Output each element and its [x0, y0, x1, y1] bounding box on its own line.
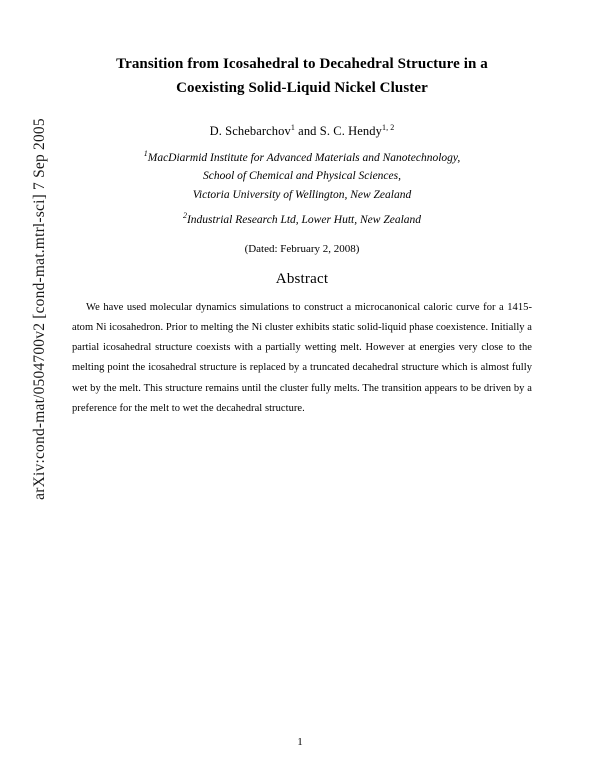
affiliation-1-line-2: School of Chemical and Physical Sciences, — [202, 170, 401, 183]
affiliation-2 — [72, 210, 532, 229]
date-line: (Dated: February 2, 2008) — [244, 242, 360, 255]
affiliation-1-line-1 — [72, 148, 532, 167]
title-line-1: Transition from Icosahedral to Decahedral Structure in a — [116, 56, 488, 72]
affiliation-2-text-1: Industrial Research Ltd, Lower Hutt, New Zealand — [186, 214, 422, 227]
author-conjunction: and — [294, 123, 320, 138]
author-affiliation-marker-1: 1 — [290, 122, 295, 132]
author-name-2: S. C. Hendy — [319, 123, 382, 138]
affiliation-1-text-1: MacDiarmid Institute for Advanced Materials and Nanotechnology, — [147, 151, 461, 164]
page-title — [72, 52, 532, 101]
affiliation-1-marker: 1 — [143, 148, 148, 158]
paper-content — [72, 52, 532, 419]
author-affiliation-marker-2: 1, 2 — [381, 122, 395, 132]
affiliation-2-line-1 — [72, 210, 532, 229]
affiliation-1-line-3: Victoria University of Wellington, New Zealand — [192, 188, 412, 201]
arxiv-identifier-stamp: arXiv:cond-mat/0504700v2 [cond-mat.mtrl-sci] 7 Sep 2005 — [31, 118, 48, 500]
abstract-heading: Abstract — [275, 270, 329, 287]
affiliation-1 — [72, 148, 532, 205]
affiliation-2-marker: 2 — [182, 211, 187, 221]
abstract-text: We have used molecular dynamics simulations to construct a microcanonical caloric curve for a 1415-atom Ni icosahedron. Prior to melting the Ni cluster exhibits static solid-liquid phase coexistence. Initially a partial icosahedral structure coexists with a partially wetting melt. However at energies very close to the melting point the icosahedral structure is replaced by a truncated decahedral structure which is almost fully wet by the melt. This structure remains until the cluster fully melts. The transition appears to be driven by a preference for the melt to wet the decahedral structure. — [72, 301, 532, 414]
author-list — [72, 123, 532, 139]
author-name-1: D. Schebarchov — [209, 123, 291, 138]
page-number: 1 — [297, 736, 303, 748]
title-line-2: Coexisting Solid-Liquid Nickel Cluster — [176, 80, 428, 97]
